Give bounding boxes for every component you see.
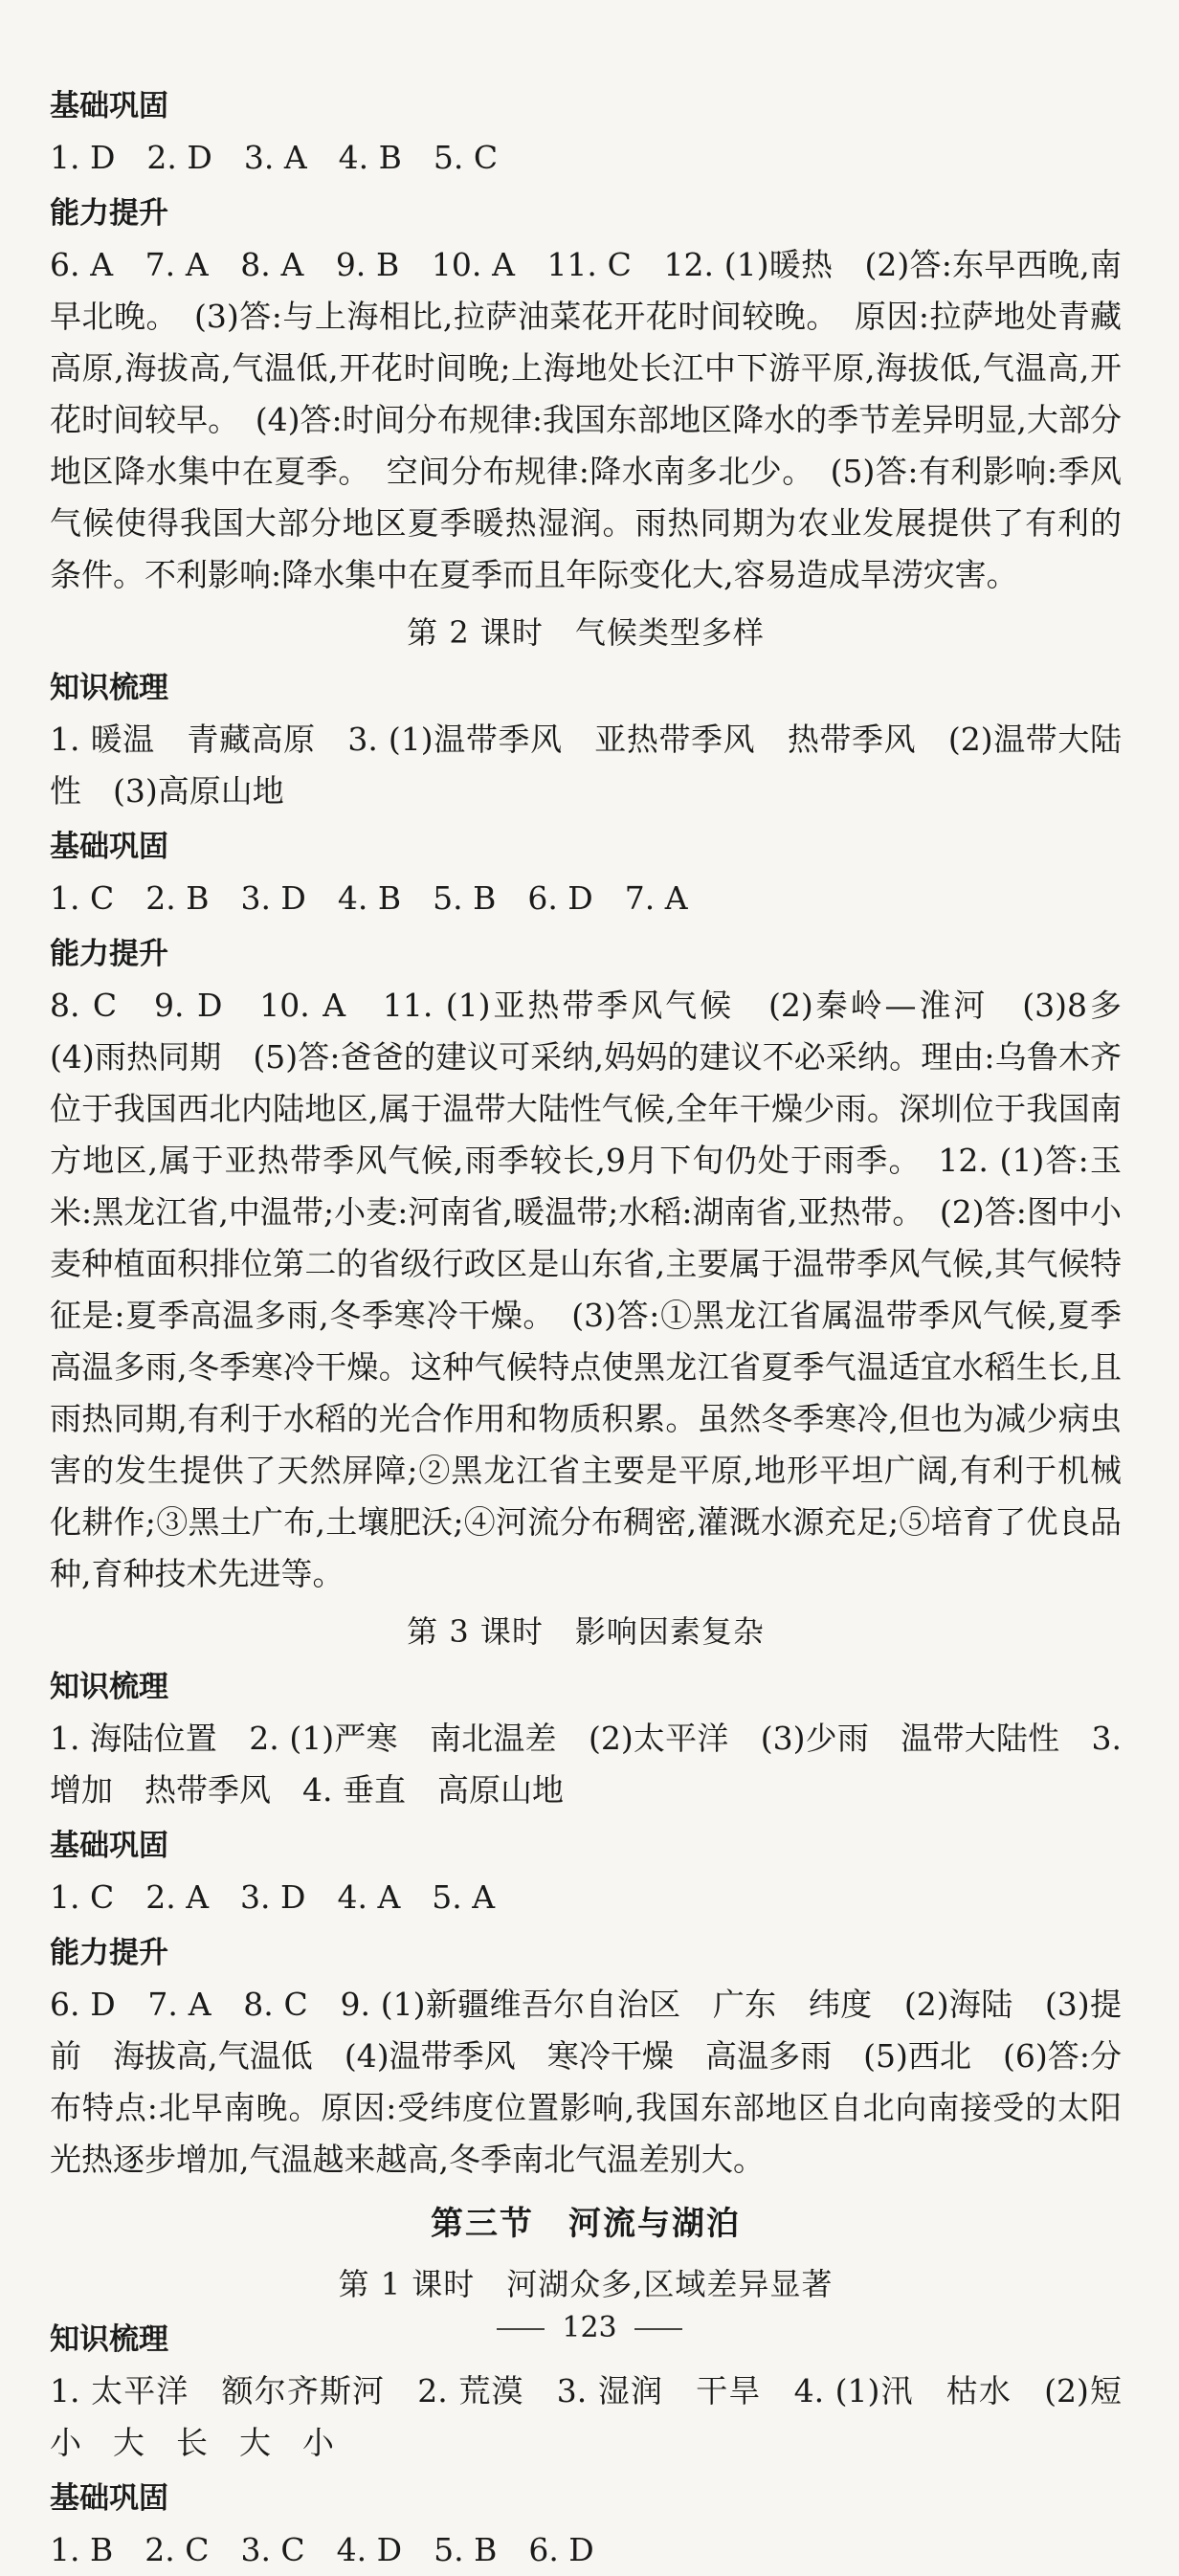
answer-paragraph: 1. 海陆位置 2. (1)严寒 南北温差 (2)太平洋 (3)少雨 温带大陆性 3. 增加 热带季风 4. 垂直 高原山地 <box>50 1720 1122 1809</box>
page-content <box>50 80 1153 2576</box>
chapter-title: 第三节 河流与湖泊 <box>431 2205 741 2243</box>
section-heading: 能力提升 <box>50 1936 168 1970</box>
section-heading: 知识梳理 <box>50 1670 168 1704</box>
lesson-title: 第 2 课时 气候类型多样 <box>407 614 765 651</box>
answer-paragraph: 8. C 9. D 10. A 11. (1)亚热带季风气候 (2)秦岭—淮河 (3)8多 (4)雨热同期 (5)答:爸爸的建议可采纳,妈妈的建议不必采纳。理由:乌鲁木齐位于我国西北内陆地区,属于温带大陆性气候,全年干燥少雨。深圳位于我国南方地区,属于亚热带季风气候,雨季较长,9月下旬仍处于雨季。 12. (1)答:玉米:黑龙江省,中温带;小麦:河南省,暖温带;水稻:湖南省,亚热带。 (2)答:图中小麦种植面积排位第二的省级行政区是山东省,主要属于温带季风气候,其气候特征是:夏季高温多雨,冬季寒冷干燥。 (3)答:①黑龙江省属温带季风气候,夏季高温多雨,冬季寒冷干燥。这种气候特点使黑龙江省夏季气温适宜水稻生长,且雨热同期,有利于水稻的光合作用和物质积累。虽然冬季寒冷,但也为减少病虫害的发生提供了天然屏障;②黑龙江省主要是平原,地形平坦广阔,有利于机械化耕作;③黑土广布,土壤肥沃;④河流分布稠密,灌溉水源充足;⑤培育了优良品种,育种技术先进等。 <box>50 987 1153 1592</box>
answer-paragraph: 1. 太平洋 额尔齐斯河 2. 荒漠 3. 湿润 干旱 4. (1)汛 枯水 (2)短 小 大 长 大 小 <box>50 2372 1153 2461</box>
answer-paragraph: 6. A 7. A 8. A 9. B 10. A 11. C 12. (1)暖热 (2)答:东早西晚,南早北晚。 (3)答:与上海相比,拉萨油菜花开花时间较晚。 原因:拉萨地处青藏高原,海拔高,气温低,开花时间晚;上海地处长江中下游平原,海拔低,气温高,开花时间较早。 (4)答:时间分布规律:我国东部地区降水的季节差异明显,大部分地区降水集中在夏季。 空间分布规律:降水南多北少。 (5)答:有利影响:季风气候使得我国大部分地区夏季暖热湿润。雨热同期为农业发展提供了有利的条件。不利影响:降水集中在夏季而且年际变化大,容易造成旱涝灾害。 <box>50 246 1122 593</box>
section-heading: 能力提升 <box>50 937 168 971</box>
section-heading: 基础巩固 <box>50 1829 168 1863</box>
answer-paragraph: 1. C 2. A 3. D 4. A 5. A <box>50 1878 496 1916</box>
section-heading: 知识梳理 <box>50 2322 168 2357</box>
answer-paragraph: 1. D 2. D 3. A 4. B 5. C <box>50 139 499 176</box>
left-dash <box>497 2328 545 2330</box>
page-number-row <box>0 2311 1179 2344</box>
section-heading: 基础巩固 <box>50 89 168 123</box>
lesson-title: 第 1 课时 河湖众多,区域差异显著 <box>338 2266 834 2302</box>
answer-paragraph: 1. 暖温 青藏高原 3. (1)温带季风 亚热带季风 热带季风 (2)温带大陆性 (3)高原山地 <box>50 721 1122 810</box>
answer-paragraph: 6. D 7. A 8. C 9. (1)新疆维吾尔自治区 广东 纬度 (2)海陆 (3)提前 海拔高,气温低 (4)温带季风 寒冷干燥 高温多雨 (5)西北 (6)答:分布特点:北早南晚。原因:受纬度位置影响,我国东部地区自北向南接受的太阳光热逐步增加,气温越来越高,冬季南北气温差别大。 <box>50 1986 1122 2178</box>
section-heading: 知识梳理 <box>50 671 168 705</box>
section-heading: 基础巩固 <box>50 830 168 864</box>
page-number: 123 <box>562 2311 617 2344</box>
section-heading: 能力提升 <box>50 196 168 231</box>
lesson-title: 第 3 课时 影响因素复杂 <box>407 1613 765 1650</box>
section-heading: 基础巩固 <box>50 2481 168 2516</box>
answer-paragraph: 1. C 2. B 3. D 4. B 5. B 6. D 7. A <box>50 879 688 917</box>
right-dash <box>634 2328 682 2330</box>
answer-paragraph: 1. B 2. C 3. C 4. D 5. B 6. D <box>50 2531 594 2568</box>
